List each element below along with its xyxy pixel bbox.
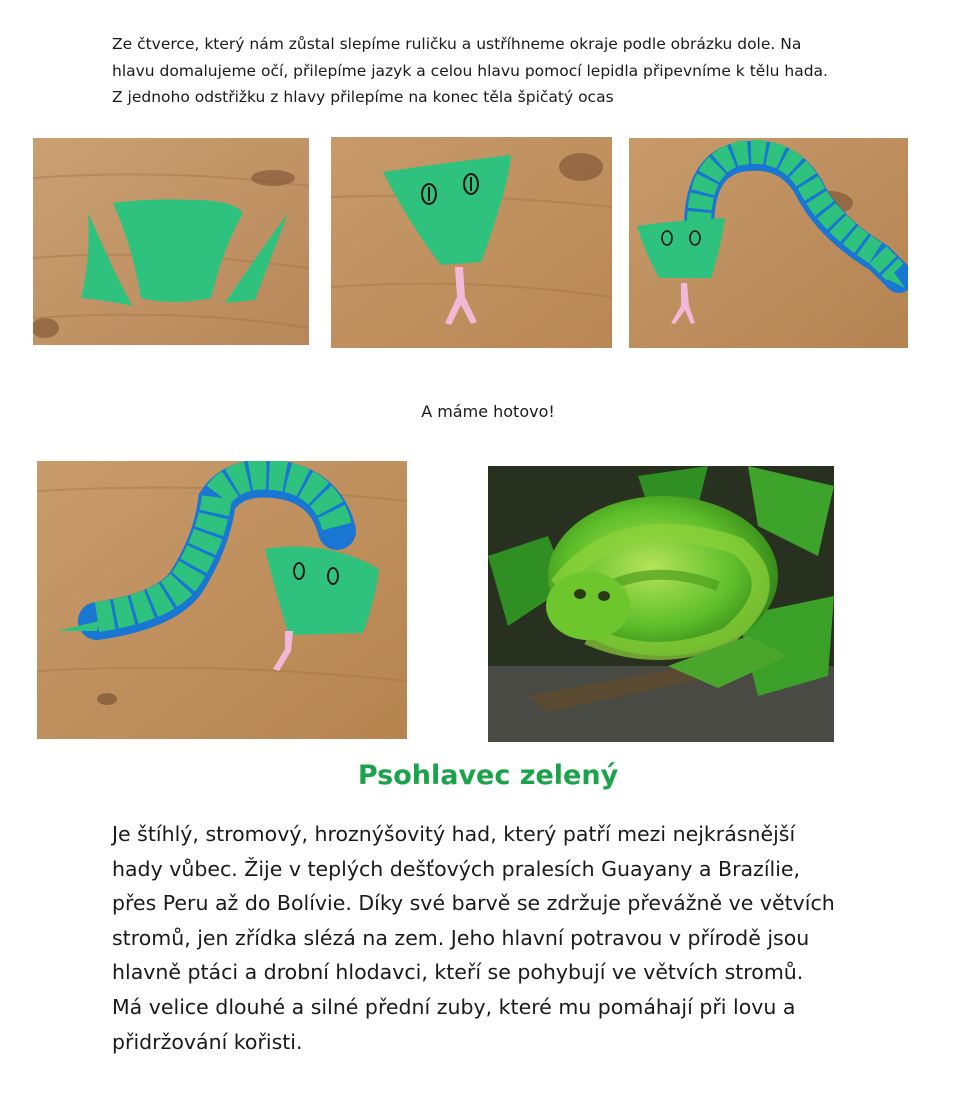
description-line: přes Peru až do Bolívie. Díky své barvě se zdržuje převážně ve větvích	[112, 891, 835, 916]
description-line: Je štíhlý, stromový, hroznýšovitý had, který patří mezi nejkrásnější	[112, 822, 796, 846]
photo-snake-head	[331, 137, 612, 348]
description-line: hady vůbec. Žije v teplých dešťových pralesích Guayany a Brazílie,	[112, 856, 801, 881]
photo-assembled-snake	[629, 138, 908, 348]
photo-green-tree-python	[488, 466, 834, 742]
intro-line: Z jednoho odstřižku z hlavy přilepíme na konec těla špičatý ocas	[112, 88, 614, 106]
description-line: hlavně ptáci a drobní hlodavci, kteří se pohybují ve větvích stromů.	[112, 960, 804, 985]
intro-line: Ze čtverce, který nám zůstal slepíme ruličku a ustříhneme okraje podle obrázku dole. Na	[112, 35, 802, 53]
description-line: stromů, jen zřídka slézá na zem. Jeho hlavní potravou v přírodě jsou	[112, 925, 810, 950]
photo-cut-pieces	[33, 138, 309, 345]
description-line: přidržování kořisti.	[112, 1029, 303, 1054]
done-caption: A máme hotovo!	[421, 402, 555, 421]
photo-finished-snake	[37, 461, 407, 739]
description-line: Má velice dlouhé a silné přední zuby, které mu pomáhají při lovu a	[112, 994, 796, 1019]
description-paragraph	[112, 817, 892, 1059]
intro-line: hlavu domalujeme očí, přilepíme jazyk a celou hlavu pomocí lepidla připevníme k tělu hada.	[112, 61, 828, 80]
intro-paragraph	[112, 31, 892, 111]
section-heading: Psohlavec zelený	[357, 760, 619, 791]
